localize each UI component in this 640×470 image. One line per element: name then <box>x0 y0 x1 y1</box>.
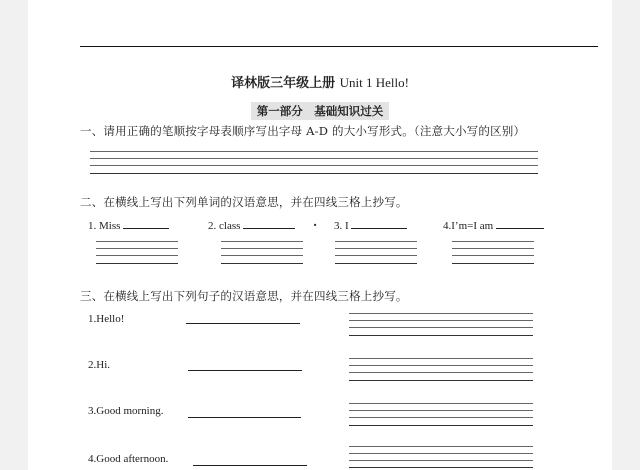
word-item-label: 2. class <box>208 220 241 232</box>
four-line-row <box>349 460 533 461</box>
four-line-row <box>96 241 178 242</box>
separator-dot: . <box>313 215 318 229</box>
four-line-row <box>335 255 417 256</box>
four-line-row <box>349 372 533 373</box>
answer-blank[interactable] <box>123 218 169 229</box>
question-1-text: 一、请用正确的笔顺按字母表顺序写出字母 A-D 的大小写形式。（注意大小写的区别） <box>80 124 526 138</box>
four-line-row <box>90 151 538 152</box>
four-line-row <box>349 327 533 328</box>
four-line-row <box>221 255 303 256</box>
four-line-row <box>96 255 178 256</box>
answer-blank[interactable] <box>188 370 302 371</box>
four-line-row <box>349 335 533 336</box>
four-line-row <box>335 263 417 264</box>
answer-blank[interactable] <box>496 218 544 229</box>
sentence-item-2: 2.Hi. <box>88 359 110 371</box>
word-item-4 <box>443 218 544 232</box>
four-line-row <box>349 446 533 447</box>
four-line-row <box>349 417 533 418</box>
four-line-row <box>90 158 538 159</box>
section-heading <box>28 100 612 120</box>
sentence-item-4: 4.Good afternoon. <box>88 453 169 465</box>
four-line-row <box>349 410 533 411</box>
word-item-label: 1. Miss <box>88 220 121 232</box>
word-item-3 <box>334 218 407 232</box>
four-line-row <box>90 165 538 166</box>
four-line-row <box>221 263 303 264</box>
four-line-row <box>452 241 534 242</box>
worksheet-title <box>28 72 612 91</box>
word-item-2 <box>208 218 295 232</box>
four-line-row <box>349 358 533 359</box>
answer-blank[interactable] <box>193 465 307 466</box>
four-line-row <box>349 380 533 381</box>
four-line-row <box>96 263 178 264</box>
four-line-row <box>452 255 534 256</box>
title-chinese: 译林版三年级上册 <box>231 76 336 91</box>
four-line-row <box>452 248 534 249</box>
worksheet-page <box>28 0 612 470</box>
four-line-row <box>349 313 533 314</box>
four-line-row <box>349 365 533 366</box>
sentence-item-3: 3.Good morning. <box>88 405 164 417</box>
answer-blank[interactable] <box>186 323 300 324</box>
answer-blank[interactable] <box>351 218 407 229</box>
four-line-row <box>349 425 533 426</box>
four-line-row <box>90 173 538 174</box>
four-line-row <box>335 248 417 249</box>
sentence-item-1: 1.Hello! <box>88 313 125 325</box>
title-unit: Unit 1 Hello! <box>339 75 409 90</box>
question-3-text: 三、在横线上写出下列句子的汉语意思，并在四线三格上抄写。 <box>80 289 408 303</box>
header-rule <box>80 46 598 47</box>
four-line-row <box>452 263 534 264</box>
word-item-label: 3. I <box>334 220 349 232</box>
four-line-row <box>221 241 303 242</box>
four-line-row <box>349 453 533 454</box>
four-line-row <box>96 248 178 249</box>
word-item-1 <box>88 218 169 232</box>
answer-blank[interactable] <box>188 417 301 418</box>
section-title: 第一部分 基础知识过关 <box>251 102 390 120</box>
four-line-row <box>349 467 533 468</box>
four-line-row <box>349 403 533 404</box>
four-line-row <box>335 241 417 242</box>
four-line-row <box>221 248 303 249</box>
word-item-label: 4.I’m=I am <box>443 220 494 232</box>
answer-blank[interactable] <box>243 218 295 229</box>
four-line-row <box>349 320 533 321</box>
question-2-text: 二、在横线上写出下列单词的汉语意思，并在四线三格上抄写。 <box>80 195 408 209</box>
